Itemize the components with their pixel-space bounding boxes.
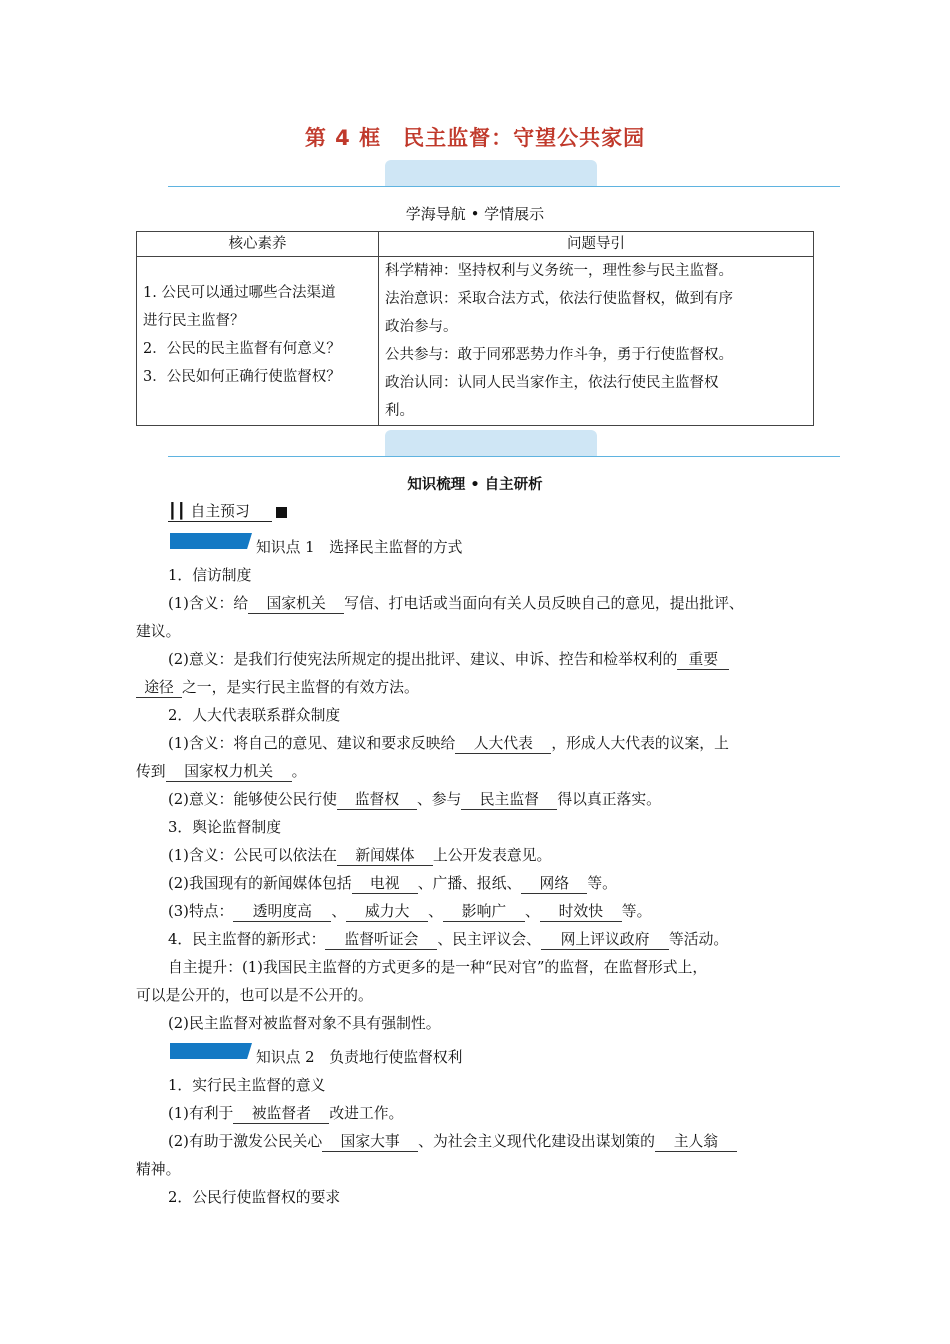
tag-text: 自主预习: [190, 503, 250, 520]
kp2-heading: 知识点 2 负责地行使监督权利: [256, 1049, 463, 1066]
answer-blank: 被监督者: [233, 1105, 329, 1124]
para: 2．公民行使监督权的要求: [168, 1189, 341, 1206]
answer-blank: 时效快: [540, 903, 622, 922]
para: 可以是公开的，也可以是不公开的。: [136, 987, 373, 1004]
para: 传到 国家权力机关 。: [136, 763, 307, 780]
para: 自主提升：(1)我国民主监督的方式更多的是一种“民对官”的监督，在监督形式上，: [168, 959, 708, 976]
table-line: 2．公民的民主监督有何意义？: [143, 341, 341, 357]
answer-blank: 透明度高: [233, 903, 331, 922]
table-line: 政治认同：认同人民当家作主，依法行使民主监督权: [385, 375, 719, 391]
para: 2．人大代表联系群众制度: [168, 707, 341, 724]
para: (2)民主监督对被监督对象不具有强制性。: [168, 1015, 441, 1032]
answer-blank: 监督听证会: [325, 931, 437, 950]
answer-blank: 国家机关: [248, 595, 344, 614]
bars-glyph: ┃┃: [168, 503, 186, 520]
para: 1．实行民主监督的意义: [168, 1077, 326, 1094]
section-heading-1: 学海导航 • 学情展示: [405, 205, 545, 223]
divider: [168, 456, 840, 457]
square-icon: [276, 507, 287, 518]
para: 途径 之一，是实行民主监督的有效方法。: [136, 676, 836, 698]
answer-blank: 国家权力机关: [166, 763, 292, 782]
table-line: 进行民主监督？: [143, 313, 245, 329]
divider: [168, 186, 840, 187]
para: (2)有助于激发公民关心 国家大事 、为社会主义现代化建设出谋划策的 主人翁: [168, 1130, 868, 1152]
answer-blank: 电视: [352, 875, 418, 894]
answer-blank: 主人翁: [655, 1133, 737, 1152]
para: (3)特点： 透明度高 、 威力大 、 影响广 、 时效快 等。: [168, 903, 652, 920]
table-line: 3．公民如何正确行使监督权？: [143, 369, 341, 385]
answer-blank: 途径: [136, 679, 182, 698]
answer-blank: 影响广: [443, 903, 525, 922]
para: (2)我国现有的新闻媒体包括 电视 、广播、报纸、 网络 等。: [168, 875, 617, 892]
knowledge-point-badge: [170, 1043, 252, 1059]
answer-blank: 新闻媒体: [337, 847, 433, 866]
para: 4．民主监督的新形式： 监督听证会 、民主评议会、 网上评议政府 等活动。: [168, 931, 729, 948]
table-cell-left: [137, 257, 379, 426]
section-heading-2: 知识梳理 • 自主研析: [407, 477, 543, 493]
table-line: 科学精神：坚持权利与义务统一，理性参与民主监督。: [385, 263, 733, 279]
page-title: 第 4 框 民主监督：守望公共家园: [304, 126, 646, 150]
header-tab-decoration: [385, 160, 597, 186]
header-tab-decoration: [385, 430, 597, 456]
knowledge-point-badge: [170, 533, 252, 549]
answer-blank: 民主监督: [461, 791, 557, 810]
para: (2)意义：是我们行使宪法所规定的提出批评、建议、申诉、控告和检举权利的 重要: [168, 648, 868, 670]
table-cell-right: [379, 257, 814, 426]
para: (1)含义：公民可以依法在 新闻媒体 上公开发表意见。: [168, 847, 552, 864]
para: 1．信访制度: [168, 567, 252, 584]
table-line: 公共参与：敢于同邪恶势力作斗争，勇于行使监督权。: [385, 347, 733, 363]
answer-blank: 网络: [521, 875, 587, 894]
para: 3．舆论监督制度: [168, 819, 281, 836]
answer-blank: 监督权: [337, 791, 417, 810]
para: (1)含义：给 国家机关 写信、打电话或当面向有关人员反映自己的意见，提出批评、: [168, 595, 744, 612]
table-header-core: 核心素养: [137, 232, 379, 257]
table-line: 法治意识：采取合法方式，依法行使监督权，做到有序: [385, 291, 733, 307]
para: 建议。: [136, 623, 181, 640]
self-preview-tag: [168, 500, 287, 522]
answer-blank: 威力大: [346, 903, 428, 922]
answer-blank: 人大代表: [455, 735, 551, 754]
kp1-heading: 知识点 1 选择民主监督的方式: [256, 539, 463, 556]
answer-blank: 网上评议政府: [541, 931, 669, 950]
table-line: 政治参与。: [385, 319, 458, 335]
para: (1)含义：将自己的意见、建议和要求反映给 人大代表 ，形成人大代表的议案，上: [168, 735, 729, 752]
core-literacy-table: [136, 231, 814, 426]
answer-blank: 重要: [677, 651, 729, 670]
para: 精神。: [136, 1161, 181, 1178]
table-line: 利。: [385, 403, 414, 419]
para: (1)有利于 被监督者 改进工作。: [168, 1105, 404, 1122]
table-header-questions: 问题导引: [379, 232, 814, 257]
table-line: 1. 公民可以通过哪些合法渠道: [143, 285, 336, 301]
para: (2)意义：能够使公民行使 监督权 、参与 民主监督 得以真正落实。: [168, 791, 661, 808]
answer-blank: 国家大事: [322, 1133, 418, 1152]
